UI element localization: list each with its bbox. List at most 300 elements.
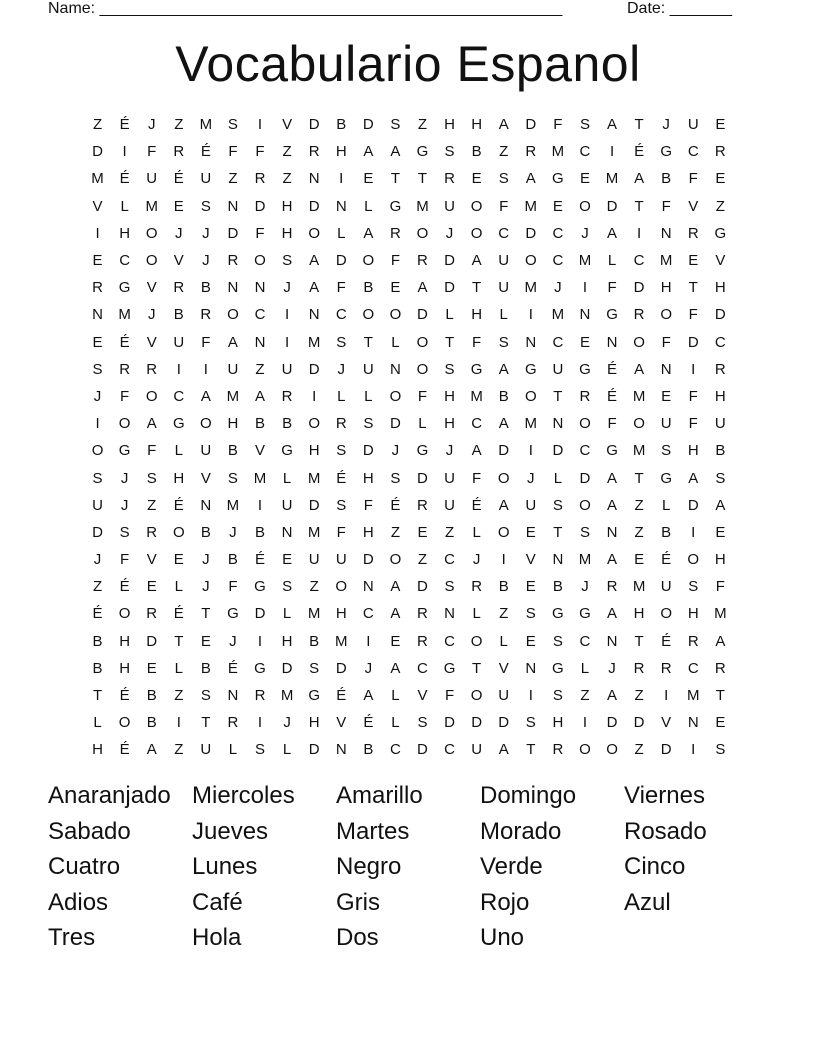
grid-cell[interactable]: M [551,306,565,324]
grid-cell[interactable]: D [417,306,428,324]
grid-cell[interactable]: O [579,415,591,433]
grid-cell[interactable]: S [498,170,509,188]
grid-cell[interactable]: É [336,469,347,487]
grid-cell[interactable]: R [173,279,185,297]
grid-cell[interactable]: T [553,523,563,541]
grid-cell[interactable]: G [416,442,429,460]
grid-cell[interactable]: H [687,442,699,460]
grid-cell[interactable]: O [254,252,266,270]
grid-cell[interactable]: O [362,252,375,270]
grid-cell[interactable]: N [389,360,401,378]
grid-cell[interactable]: S [282,252,293,270]
grid-cell[interactable]: R [552,741,564,759]
grid-cell[interactable]: D [92,523,103,541]
grid-cell[interactable]: V [715,252,726,270]
grid-cell[interactable]: M [307,523,321,541]
grid-cell[interactable]: L [337,224,346,242]
grid-cell[interactable]: E [661,387,672,405]
grid-cell[interactable]: O [524,252,537,270]
grid-cell[interactable]: L [662,496,671,514]
grid-cell[interactable]: B [498,387,509,405]
grid-cell[interactable]: A [715,632,726,650]
grid-cell[interactable]: A [390,143,401,161]
grid-cell[interactable]: D [687,496,699,514]
grid-cell[interactable]: V [661,714,672,732]
grid-cell[interactable]: B [661,523,672,541]
grid-cell[interactable]: R [173,143,185,161]
grid-cell[interactable]: Z [92,578,103,596]
grid-cell[interactable]: D [281,659,293,677]
grid-cell[interactable]: Z [174,741,184,759]
grid-cell[interactable]: L [418,415,427,433]
grid-cell[interactable]: M [145,197,158,215]
grid-cell[interactable]: N [606,333,618,351]
grid-cell[interactable]: Z [147,496,157,514]
grid-cell[interactable]: G [660,469,673,487]
grid-cell[interactable]: O [389,387,402,405]
grid-cell[interactable]: T [634,632,644,650]
grid-cell[interactable]: É [119,116,130,134]
grid-cell[interactable]: L [364,197,373,215]
grid-cell[interactable]: L [499,632,508,650]
grid-cell[interactable]: S [552,632,563,650]
grid-cell[interactable]: A [498,496,509,514]
grid-cell[interactable]: T [715,687,725,705]
grid-cell[interactable]: C [633,252,645,270]
grid-cell[interactable]: J [364,659,373,677]
grid-cell[interactable]: D [552,442,564,460]
grid-cell[interactable]: C [389,741,401,759]
grid-cell[interactable]: H [308,714,320,732]
grid-cell[interactable]: T [390,170,400,188]
grid-cell[interactable]: L [391,333,400,351]
grid-cell[interactable]: E [146,659,157,677]
grid-cell[interactable]: A [390,659,401,677]
grid-cell[interactable]: T [444,333,455,351]
grid-cell[interactable]: D [308,197,320,215]
grid-cell[interactable]: A [607,551,618,569]
grid-cell[interactable]: É [661,632,672,650]
grid-cell[interactable]: B [471,143,482,161]
grid-cell[interactable]: B [363,279,374,297]
grid-cell[interactable]: H [119,659,131,677]
grid-cell[interactable]: D [525,224,537,242]
grid-cell[interactable]: É [661,551,672,569]
grid-cell[interactable]: H [714,279,726,297]
grid-cell[interactable]: M [714,605,727,623]
grid-cell[interactable]: D [444,252,455,270]
grid-cell[interactable]: O [416,360,429,378]
grid-cell[interactable]: L [282,605,292,623]
grid-cell[interactable]: M [307,333,321,351]
grid-cell[interactable]: S [390,469,401,487]
grid-cell[interactable]: S [552,687,563,705]
grid-cell[interactable]: D [417,741,428,759]
grid-cell[interactable]: T [201,605,211,623]
grid-cell[interactable]: G [552,605,564,623]
grid-cell[interactable]: M [470,387,483,405]
grid-cell[interactable]: T [688,279,698,297]
grid-cell[interactable]: F [147,143,157,161]
grid-cell[interactable]: M [524,415,538,433]
grid-cell[interactable]: N [227,687,239,705]
grid-cell[interactable]: D [579,469,591,487]
grid-cell[interactable]: I [122,143,127,161]
grid-cell[interactable]: Z [174,687,184,705]
grid-cell[interactable]: V [336,714,347,732]
grid-cell[interactable]: F [390,252,400,270]
grid-cell[interactable]: R [146,523,158,541]
grid-cell[interactable]: B [200,659,211,677]
grid-cell[interactable]: F [228,578,238,596]
grid-cell[interactable]: J [581,224,589,242]
grid-cell[interactable]: É [336,687,347,705]
grid-cell[interactable]: R [471,578,483,596]
grid-cell[interactable]: A [607,496,618,514]
grid-cell[interactable]: N [552,551,564,569]
grid-cell[interactable]: U [498,252,510,270]
grid-cell[interactable]: A [363,143,374,161]
grid-cell[interactable]: A [146,741,157,759]
grid-cell[interactable]: F [336,523,346,541]
grid-cell[interactable]: Z [255,360,265,378]
grid-cell[interactable]: C [579,143,591,161]
grid-cell[interactable]: R [660,659,672,677]
grid-cell[interactable]: H [92,741,103,759]
grid-cell[interactable]: E [471,170,482,188]
grid-cell[interactable]: R [633,306,645,324]
grid-cell[interactable]: B [309,632,320,650]
grid-cell[interactable]: I [664,687,669,705]
grid-cell[interactable]: M [578,551,592,569]
grid-cell[interactable]: R [254,687,266,705]
grid-cell[interactable]: A [607,469,618,487]
grid-cell[interactable]: H [281,197,293,215]
grid-cell[interactable]: V [200,469,211,487]
grid-cell[interactable]: V [525,551,536,569]
grid-cell[interactable]: V [146,279,157,297]
grid-cell[interactable]: T [201,714,211,732]
grid-cell[interactable]: I [176,714,181,732]
grid-cell[interactable]: E [579,170,590,188]
grid-cell[interactable]: V [255,442,266,460]
grid-cell[interactable]: E [390,279,401,297]
grid-cell[interactable]: M [118,306,131,324]
grid-cell[interactable]: H [119,224,131,242]
grid-cell[interactable]: U [92,496,103,514]
grid-cell[interactable]: F [661,197,671,215]
grid-cell[interactable]: A [607,224,618,242]
grid-cell[interactable]: D [308,741,320,759]
grid-cell[interactable]: C [714,333,726,351]
grid-cell[interactable]: O [579,197,591,215]
grid-cell[interactable]: L [282,741,292,759]
grid-cell[interactable]: O [389,551,402,569]
grid-cell[interactable]: O [118,714,131,732]
grid-cell[interactable]: I [528,442,533,460]
grid-cell[interactable]: S [579,116,590,134]
grid-cell[interactable]: M [578,252,592,270]
grid-cell[interactable]: S [119,523,130,541]
grid-cell[interactable]: R [687,224,699,242]
grid-cell[interactable]: T [417,170,428,188]
grid-cell[interactable]: H [281,224,293,242]
grid-cell[interactable]: I [637,224,642,242]
grid-cell[interactable]: O [497,523,510,541]
grid-cell[interactable]: D [660,741,672,759]
grid-cell[interactable]: O [606,741,618,759]
grid-cell[interactable]: S [417,714,428,732]
grid-cell[interactable]: A [498,360,509,378]
grid-cell[interactable]: R [714,360,726,378]
grid-cell[interactable]: B [173,306,184,324]
grid-cell[interactable]: S [498,333,509,351]
grid-cell[interactable]: V [92,197,103,215]
grid-cell[interactable]: B [255,415,266,433]
grid-cell[interactable]: N [687,714,699,732]
grid-cell[interactable]: C [471,415,483,433]
grid-cell[interactable]: E [552,197,563,215]
grid-cell[interactable]: A [200,387,211,405]
grid-cell[interactable]: O [227,306,239,324]
grid-cell[interactable]: B [146,714,157,732]
grid-cell[interactable]: M [632,387,646,405]
grid-cell[interactable]: E [282,551,293,569]
grid-cell[interactable]: H [335,143,347,161]
grid-cell[interactable]: O [470,224,483,242]
grid-cell[interactable]: E [715,523,726,541]
grid-cell[interactable]: J [581,578,589,596]
grid-cell[interactable]: I [257,496,263,514]
grid-cell[interactable]: F [120,551,130,569]
grid-cell[interactable]: I [366,632,371,650]
grid-cell[interactable]: H [335,605,347,623]
grid-cell[interactable]: N [362,578,374,596]
grid-cell[interactable]: S [444,143,455,161]
grid-cell[interactable]: F [444,687,455,705]
grid-cell[interactable]: U [498,687,510,705]
grid-cell[interactable]: D [335,252,347,270]
grid-cell[interactable]: H [660,279,672,297]
grid-cell[interactable]: N [335,741,347,759]
grid-cell[interactable]: U [714,415,726,433]
grid-cell[interactable]: M [632,442,646,460]
grid-cell[interactable]: L [445,306,454,324]
grid-cell[interactable]: V [688,197,699,215]
grid-cell[interactable]: T [174,632,184,650]
grid-cell[interactable]: N [444,605,455,623]
grid-cell[interactable]: U [281,496,293,514]
grid-cell[interactable]: N [254,279,266,297]
grid-cell[interactable]: Z [499,605,509,623]
grid-cell[interactable]: S [363,415,374,433]
grid-cell[interactable]: J [229,523,237,541]
grid-cell[interactable]: F [688,387,698,405]
grid-cell[interactable]: A [390,605,401,623]
grid-cell[interactable]: A [607,687,618,705]
grid-cell[interactable]: É [92,605,103,623]
grid-cell[interactable]: B [200,523,211,541]
grid-cell[interactable]: M [226,496,240,514]
grid-cell[interactable]: B [282,415,293,433]
grid-cell[interactable]: G [524,360,537,378]
grid-cell[interactable]: I [257,116,263,134]
grid-cell[interactable]: I [176,360,181,378]
grid-cell[interactable]: N [254,333,266,351]
grid-cell[interactable]: H [444,387,455,405]
grid-cell[interactable]: S [444,578,455,596]
grid-cell[interactable]: Z [715,197,725,215]
grid-cell[interactable]: U [200,442,212,460]
grid-cell[interactable]: M [605,170,619,188]
grid-cell[interactable]: B [255,523,266,541]
grid-cell[interactable]: J [283,279,291,297]
grid-cell[interactable]: G [254,578,266,596]
grid-cell[interactable]: J [337,360,345,378]
grid-cell[interactable]: C [444,632,455,650]
grid-cell[interactable]: R [92,279,103,297]
grid-cell[interactable]: R [146,605,158,623]
grid-cell[interactable]: A [390,578,401,596]
grid-cell[interactable]: H [444,116,455,134]
grid-cell[interactable]: B [363,741,374,759]
grid-cell[interactable]: D [444,279,455,297]
grid-cell[interactable]: F [688,170,698,188]
grid-cell[interactable]: T [472,659,482,677]
grid-cell[interactable]: I [582,714,588,732]
grid-cell[interactable]: B [146,687,157,705]
grid-cell[interactable]: O [145,252,158,270]
grid-cell[interactable]: J [445,442,454,460]
grid-cell[interactable]: J [283,714,291,732]
grid-cell[interactable]: S [688,578,699,596]
grid-cell[interactable]: É [119,687,130,705]
grid-cell[interactable]: Z [228,170,238,188]
grid-cell[interactable]: B [715,442,726,460]
grid-cell[interactable]: M [632,578,646,596]
grid-cell[interactable]: D [362,442,374,460]
grid-cell[interactable]: Z [309,578,319,596]
grid-cell[interactable]: I [95,224,100,242]
grid-cell[interactable]: N [525,659,537,677]
grid-cell[interactable]: H [471,116,483,134]
grid-cell[interactable]: S [227,116,238,134]
grid-cell[interactable]: N [308,170,320,188]
grid-cell[interactable]: U [335,551,347,569]
grid-cell[interactable]: B [552,578,563,596]
grid-cell[interactable]: L [553,469,563,487]
grid-cell[interactable]: R [119,360,131,378]
grid-cell[interactable]: R [227,252,239,270]
grid-cell[interactable]: É [119,578,130,596]
grid-cell[interactable]: H [714,387,726,405]
grid-cell[interactable]: F [472,333,482,351]
grid-cell[interactable]: S [336,333,347,351]
grid-cell[interactable]: U [200,170,212,188]
grid-cell[interactable]: D [471,714,483,732]
grid-cell[interactable]: M [659,252,673,270]
grid-cell[interactable]: É [255,551,266,569]
grid-cell[interactable]: D [335,659,347,677]
grid-cell[interactable]: L [391,687,400,705]
grid-cell[interactable]: F [688,306,698,324]
grid-cell[interactable]: D [417,469,428,487]
grid-cell[interactable]: É [471,496,482,514]
grid-cell[interactable]: A [471,252,482,270]
grid-cell[interactable]: O [118,605,131,623]
grid-cell[interactable]: M [416,197,429,215]
grid-cell[interactable]: F [607,415,617,433]
grid-cell[interactable]: N [552,415,564,433]
grid-cell[interactable]: Z [634,741,644,759]
grid-cell[interactable]: O [497,469,510,487]
grid-cell[interactable]: B [92,659,103,677]
grid-cell[interactable]: H [687,605,699,623]
grid-cell[interactable]: O [200,415,212,433]
grid-cell[interactable]: U [444,469,455,487]
grid-cell[interactable]: S [227,469,238,487]
grid-cell[interactable]: G [416,143,429,161]
grid-cell[interactable]: N [335,197,347,215]
grid-cell[interactable]: U [525,496,537,514]
grid-cell[interactable]: C [119,252,131,270]
grid-cell[interactable]: R [389,224,401,242]
grid-cell[interactable]: H [173,469,185,487]
grid-cell[interactable]: D [714,306,726,324]
grid-cell[interactable]: A [309,279,320,297]
grid-cell[interactable]: R [254,170,266,188]
grid-cell[interactable]: É [227,659,238,677]
grid-cell[interactable]: F [417,387,428,405]
grid-cell[interactable]: O [633,415,645,433]
grid-cell[interactable]: M [524,279,538,297]
grid-cell[interactable]: V [173,252,184,270]
grid-cell[interactable]: R [227,714,239,732]
grid-cell[interactable]: Z [282,170,292,188]
grid-cell[interactable]: B [227,442,238,460]
grid-cell[interactable]: V [498,659,509,677]
grid-cell[interactable]: T [634,116,644,134]
grid-cell[interactable]: F [201,333,211,351]
grid-cell[interactable]: A [498,415,509,433]
grid-cell[interactable]: J [120,496,129,514]
grid-cell[interactable]: O [362,306,375,324]
grid-cell[interactable]: U [687,116,699,134]
grid-cell[interactable]: U [200,741,212,759]
grid-cell[interactable]: H [362,523,374,541]
grid-cell[interactable]: O [660,605,673,623]
grid-cell[interactable]: R [633,659,645,677]
grid-cell[interactable]: S [200,197,211,215]
grid-cell[interactable]: I [501,551,506,569]
grid-cell[interactable]: O [470,632,483,650]
grid-cell[interactable]: H [227,415,239,433]
grid-cell[interactable]: M [199,116,213,134]
grid-cell[interactable]: D [389,415,401,433]
grid-cell[interactable]: F [472,469,482,487]
grid-cell[interactable]: A [715,496,726,514]
grid-cell[interactable]: R [444,170,455,188]
grid-cell[interactable]: G [443,659,456,677]
grid-cell[interactable]: L [499,306,508,324]
grid-cell[interactable]: Z [390,523,400,541]
grid-cell[interactable]: N [660,224,672,242]
grid-cell[interactable]: N [606,632,618,650]
grid-cell[interactable]: B [498,578,509,596]
grid-cell[interactable]: N [227,279,239,297]
grid-cell[interactable]: D [633,279,645,297]
grid-cell[interactable]: I [528,306,533,324]
